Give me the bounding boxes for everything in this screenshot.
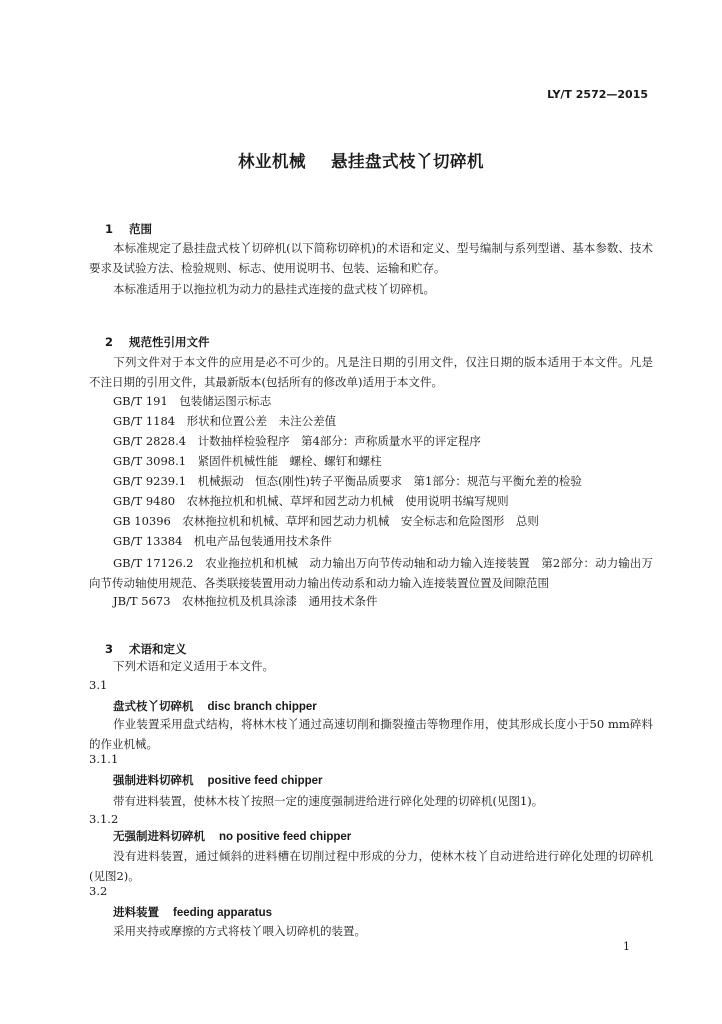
term-title: 无强制进料切碎机 no positive feed chipper <box>113 829 352 843</box>
term-number: 3.1.2 <box>89 812 119 826</box>
term-definition: 采用夹持或摩擦的方式将枝丫喂入切碎机的装置。 <box>113 924 366 938</box>
section-2-intro: 下列文件对于本文件的应用是必不可少的。凡是注日期的引用文件，仅注日期的版本适用于本文件。凡是不注日期的引用文件，其最新版本(包括所有的修改单)适用于本文件。 <box>89 355 653 389</box>
section-title: 术语和定义 <box>129 642 187 656</box>
reference-item-long: GB/T 17126.2 农业拖拉机和机械 动力输出万向节传动轴和动力输入连接装置 第2部分：动力输出万向节传动轴使用规范、各类联接装置用动力输出传动系和动力输入连接装置位置及间隙范围 <box>89 556 653 590</box>
section-number: 2 <box>105 335 114 349</box>
section-1-paragraph-2: 本标准适用于以拖拉机为动力的悬挂式连接的盘式枝丫切碎机。 <box>113 282 435 296</box>
term-definition: 带有进料装置，使林木枝丫按照一定的速度强制进给进行碎化处理的切碎机(见图1)。 <box>113 794 544 808</box>
term-number: 3.1 <box>89 678 108 692</box>
term-number: 3.1.1 <box>89 752 119 766</box>
section-3-intro: 下列术语和定义适用于本文件。 <box>113 659 274 673</box>
reference-item: GB/T 191 包装储运图示标志 <box>113 394 272 408</box>
reference-item: GB/T 3098.1 紧固件机械性能 螺栓、螺钉和螺柱 <box>113 454 382 468</box>
term-definition: 作业装置采用盘式结构，将林木枝丫通过高速切削和撕裂撞击等物理作用，使其形成长度小于50 mm碎料的作业机械。 <box>89 717 653 751</box>
reference-item: GB/T 9480 农林拖拉机和机械、草坪和园艺动力机械 使用说明书编写规则 <box>113 494 509 508</box>
page-number: 1 <box>623 940 630 953</box>
section-number: 3 <box>105 642 114 656</box>
reference-item: GB 10396 农林拖拉机和机械、草坪和园艺动力机械 安全标志和危险图形 总则 <box>113 514 539 528</box>
term-title: 盘式枝丫切碎机 disc branch chipper <box>113 699 317 713</box>
term-title: 进料装置 feeding apparatus <box>113 905 273 919</box>
document-title: 林业机械 悬挂盘式枝丫切碎机 <box>238 152 484 171</box>
section-title: 规范性引用文件 <box>129 335 210 349</box>
term-definition: 没有进料装置，通过倾斜的进料槽在切削过程中形成的分力，使林木枝丫自动进给进行碎化处理的切碎机(见图2)。 <box>89 849 653 883</box>
term-title: 强制进料切碎机 positive feed chipper <box>113 773 323 787</box>
section-number: 1 <box>105 222 114 236</box>
reference-item: GB/T 9239.1 机械振动 恒态(刚性)转子平衡品质要求 第1部分：规范与平衡允差的检验 <box>113 474 582 488</box>
reference-item: GB/T 13384 机电产品包装通用技术条件 <box>113 534 332 548</box>
section-1-paragraph-1: 本标准规定了悬挂盘式枝丫切碎机(以下简称切碎机)的术语和定义、型号编制与系列型谱、基本参数、技术要求及试验方法、检验规则、标志、使用说明书、包装、运输和贮存。 <box>89 241 653 275</box>
reference-item: GB/T 1184 形状和位置公差 未注公差值 <box>113 414 337 428</box>
standard-code: LY/T 2572—2015 <box>547 88 648 101</box>
term-number: 3.2 <box>89 884 108 898</box>
section-title: 范围 <box>129 222 153 236</box>
reference-item: JB/T 5673 农林拖拉机及机具涂漆 通用技术条件 <box>113 594 378 608</box>
reference-item: GB/T 2828.4 计数抽样检验程序 第4部分：声称质量水平的评定程序 <box>113 434 481 448</box>
